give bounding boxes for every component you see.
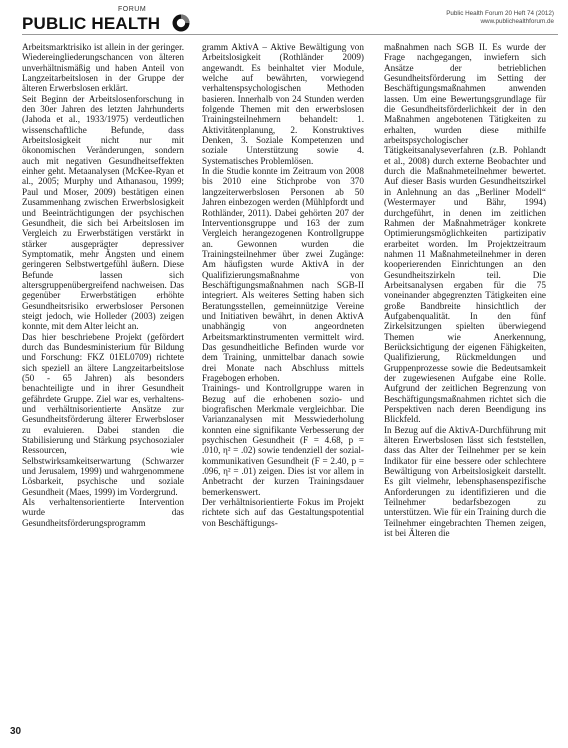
- paragraph: maßnahmen nach SGB II. Es wurde der Frage nachgegangen, inwiefern sich Ansätze der betrieblichen Gesundheitsförderung im Setting der Beschäftigungsmaßnahmen anwenden lassen. Um eine Bewertungsgrundlage für die Gesundheitsförderlichkeit der in den Maßnahmen angebotenen Tätigkeiten zu erhalten, wurden diese mithilfe arbeitspsychologischer Tätigkeitsanalyseverfahren (z.B. Pohlandt et al., 2008) durch externe Beobachter und durch die Maßnahmeteilnehmer bewertet. Auf dieser Basis wurden Gesundheitszirkel in Anlehnung an das „Berliner Modell“ (Westermayer und Bähr, 1994) durchgeführt, in denen im zeitlichen Rahmen der Maßnahmeträger konkrete Optimierungsmöglichkeiten partizipativ erarbeitet worden. Im Projektzeitraum nahmen 11 Maßnahmeteilnehmer in deren kooperierenden Einrichtungen an den Gesundheitszirkeln teil. Die Arbeitsanalysen ergaben für die 75 voneinander abgegrenzten Tätigkeiten eine große Bandbreite hinsichtlich der Aufgabenqualität. In den fünf Zirkelsitzungen spielten überwiegend Themen wie Anerkennung, Berücksichtigung der eigenen Fähigkeiten, Qualifizierung, Rückmeldungen und Gruppenprozesse sowie die Bedeutsamkeit der zugewiesenen Aufgabe eine Rolle. Aufgrund der zeitlichen Begrenzung von Beschäftigungsmaßnahmen richtet sich die Perspektiven nach deren Beendigung ins Blickfeld.: [384, 42, 546, 425]
- paragraph: Das hier beschriebene Projekt (gefördert durch das Bundesministerium für Bildung und Forschung: FKZ 01EL0709) richtete sich speziell an ältere Langzeitarbeitslose (50 - 65 Jahren) als besonders benachteiligte und in ihrer Gesundheit gefährdete Gruppe. Ziel war es, verhaltens- und verhältnisorientierte Ansätze zur Gesundheitsförderung älterer Erwerbsloser zu evaluieren. Dabei standen die Stabilisierung und Stärkung psychosozialer Ressourcen, wie Selbstwirksamkeitserwartung (Schwarzer und Jerusalem, 1999) und wahrgenommene Lösbarkeit, psychische und soziale Gesundheit (Maes, 1999) im Vordergrund.: [22, 331, 184, 497]
- paragraph: Als verhaltensorientierte Intervention wurde das Gesundheitsförderungsprogramm: [22, 497, 184, 528]
- paragraph: gramm AktivA – Aktive Bewältigung von Arbeitslosigkeit (Rothländer 2009) angewandt. Es beinhaltet vier Module, welche auf bewährten, vorwiegend verhaltenspsychologischen Methoden basieren. Innerhalb von 24 Stunden werden folgende Themen mit den erwerbslosen Trainingsteilnehmern behandelt: 1. Aktivitätenplanung, 2. Konstruktives Denken, 3. Soziale Kompetenzen und soziale Unterstützung sowie 4. Systematisches Problemlösen.: [202, 42, 364, 166]
- page-number: 30: [10, 726, 22, 737]
- forum-label: FORUM: [118, 6, 147, 13]
- paragraph: In die Studie konnte im Zeitraum von 2008 bis 2010 eine Stichprobe von 370 langzeiterwerbslosen Personen ab 50 Jahren einbezogen werden (Mühlpfordt und Rothländer, 2011). Dabei gehörten 207 der Interventionsgruppe und 163 der zum Vergleich herangezogenen Kontrollgruppe an. Gewonnen wurden die Trainingsteilnehmer über zwei Zugänge: Am häufigsten wurde AktivA in der Qualifizierungsmaßnahme von Beschäftigungsmaßnahmen nach SGB-II integriert. Als weiteres Setting haben sich Beratungsstellen, gemeinnützige Vereine und Initiativen bewährt, in denen AktivA unabhängig von angeordneten Arbeitsmarktinstrumenten vermittelt wird. Das gesundheitliche Befinden wurde vor dem Training, unmittelbar danach sowie drei Monate nach Abschluss mittels Fragebogen erhoben.: [202, 166, 364, 383]
- text-column-1: [22, 42, 184, 528]
- paragraph: Der verhältnisorientierte Fokus im Projekt richtete sich auf das Gestaltungspotential von Beschäftigungs-: [202, 497, 364, 528]
- paragraph: Seit Beginn der Arbeitslosenforschung in den 30er Jahren des letzten Jahrhunderts (Jahoda et al., 1933/1975) verdeutlichen wissenschaftliche Befunde, dass Arbeitslosigkeit nicht nur mit ökonomischen Veränderungen, sondern auch mit negativen Gesundheitseffekten einher geht. Metaanalysen (McKee-Ryan et al., 2005; Murphy und Athanasou, 1999; Paul und Moser, 2009) bestätigen einen Zusammenhang zwischen Erwerbslosigkeit und Beeinträchtigungen der psychischen Gesundheit, die sich bei Arbeitslosen im Vergleich zu Erwerbstätigen verstärkt in stärker ausgeprägter depressiver Symptomatik, mehr Ängsten und einem geringeren Selbstwertgefühl äußern. Diese Befunde lassen sich altersgruppenübergreifend nachweisen. Das gegenüber Erwerbstätigen erhöhte Gesundheitsrisiko erwerbsloser Personen steigt jedoch, wie Holleder (2003) zeigen konnte, mit dem Alter leicht an.: [22, 93, 184, 332]
- paragraph: In Bezug auf die AktivA-Durchführung mit älteren Erwerbslosen lässt sich feststellen, dass das Alter der Teilnehmer per se kein Indikator für eine bessere oder schlechtere Bewältigung von Arbeitslosigkeit darstellt. Es gilt vielmehr, lebensphasenspezifische Anforderungen zu identifizieren und die Teilnehmer bedarfsbezogen zu unterstützen. Wie für ein Training durch die Teilnehmer eingebrachten Themen zeigen, ist bei Älteren die: [384, 424, 546, 539]
- citation-block: [354, 10, 554, 26]
- header-divider: [22, 34, 558, 35]
- journal-logo-text: PUBLIC HEALTH: [22, 14, 161, 33]
- page-header: [0, 0, 568, 40]
- paragraph: Arbeitsmarktrisiko ist allein in der geringer. Wiedereingliederungschancen von älteren unverhältnismäßig und haben Anteil von Langzeitarbeitslosen in der Gruppe der älteren Erwerbslosen erklärt.: [22, 42, 184, 94]
- journal-logo-icon: [172, 14, 190, 32]
- text-column-2: [202, 42, 364, 528]
- paragraph: Trainings- und Kontrollgruppe waren in Bezug auf die erhobenen sozio- und biografischen Merkmale vergleichbar. Die Varianzanalysen mit Messwiederholung konnten eine signifikante Verbesserung der psychischen Gesundheit (F = 4.68, p = .010, η² = .02) sowie tendenziell der sozial-kommunikativen Gesundheit (F = 2.40, p = .096, η² = .01) zeigen. Dies ist vor allem in Anbetracht der kurzen Trainingsdauer bemerkenswert.: [202, 383, 364, 497]
- citation-line: Public Health Forum 20 Heft 74 (2012): [446, 10, 554, 17]
- text-column-3: [384, 42, 546, 539]
- citation-url: www.publichealthforum.de: [480, 18, 554, 25]
